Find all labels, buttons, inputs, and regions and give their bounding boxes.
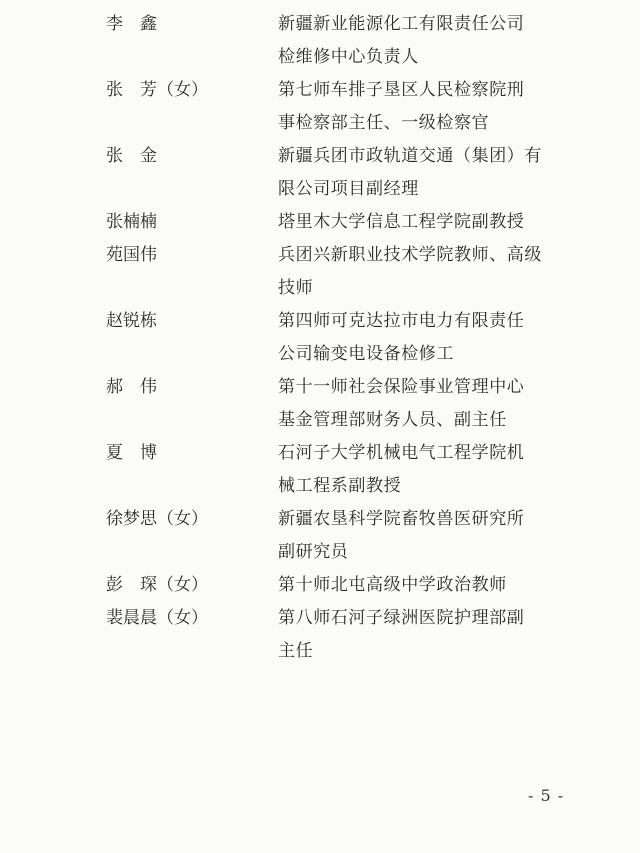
title-line: 检维修中心负责人: [278, 47, 419, 67]
person-name: 赵锐栋: [106, 311, 157, 331]
list-item: [0, 602, 640, 668]
list-item: [0, 239, 640, 305]
title-line: 第七师车排子垦区人民检察院刑: [278, 80, 525, 100]
title-line: 第八师石河子绿洲医院护理部副: [278, 608, 525, 628]
person-title: [278, 239, 540, 305]
list-item: [0, 503, 640, 569]
title-line: 副研究员: [278, 542, 349, 562]
person-title: [278, 371, 540, 437]
person-name: 裴晨晨（女）: [106, 608, 208, 628]
person-name: 张 金: [106, 146, 157, 166]
person-title: [278, 305, 540, 371]
person-title: [278, 8, 540, 74]
page-number: - 5 -: [528, 786, 565, 805]
title-line: 主任: [278, 641, 314, 661]
title-line: 公司输变电设备检修工: [278, 344, 454, 364]
person-title: [278, 569, 540, 602]
title-line: 基金管理部财务人员、副主任: [278, 410, 507, 430]
title-line: 技师: [278, 278, 314, 298]
title-line: 塔里木大学信息工程学院副教授: [278, 212, 525, 232]
title-line: 兵团兴新职业技术学院教师、高级: [278, 245, 542, 265]
person-name: 李 鑫: [106, 14, 157, 34]
list-item: [0, 371, 640, 437]
list-item: [0, 74, 640, 140]
list-item: [0, 8, 640, 74]
title-line: 新疆农垦科学院畜牧兽医研究所: [278, 509, 525, 529]
list-item: [0, 437, 640, 503]
person-name: 苑国伟: [106, 245, 157, 265]
person-title: [278, 602, 540, 668]
list-item: [0, 569, 640, 602]
person-title: [278, 503, 540, 569]
person-name: 夏 博: [106, 443, 157, 463]
person-name: 张 芳（女）: [106, 80, 208, 100]
person-name: 张楠楠: [106, 212, 157, 232]
person-title: [278, 437, 540, 503]
title-line: 石河子大学机械电气工程学院机: [278, 443, 525, 463]
list-item: [0, 206, 640, 239]
title-line: 第十一师社会保险事业管理中心: [278, 377, 525, 397]
title-line: 械工程系副教授: [278, 476, 402, 496]
title-line: 限公司项目副经理: [278, 179, 419, 199]
personnel-list: [0, 8, 640, 668]
title-line: 事检察部主任、一级检察官: [278, 113, 490, 133]
list-item: [0, 140, 640, 206]
person-name: 郝 伟: [106, 377, 157, 397]
person-title: [278, 206, 540, 239]
list-item: [0, 305, 640, 371]
title-line: 新疆兵团市政轨道交通（集团）有: [278, 146, 542, 166]
person-title: [278, 74, 540, 140]
title-line: 第四师可克达拉市电力有限责任: [278, 311, 525, 331]
title-line: 第十师北屯高级中学政治教师: [278, 575, 507, 595]
title-line: 新疆新业能源化工有限责任公司: [278, 14, 525, 34]
person-name: 徐梦思（女）: [106, 509, 208, 529]
person-name: 彭 琛（女）: [106, 575, 208, 595]
person-title: [278, 140, 540, 206]
